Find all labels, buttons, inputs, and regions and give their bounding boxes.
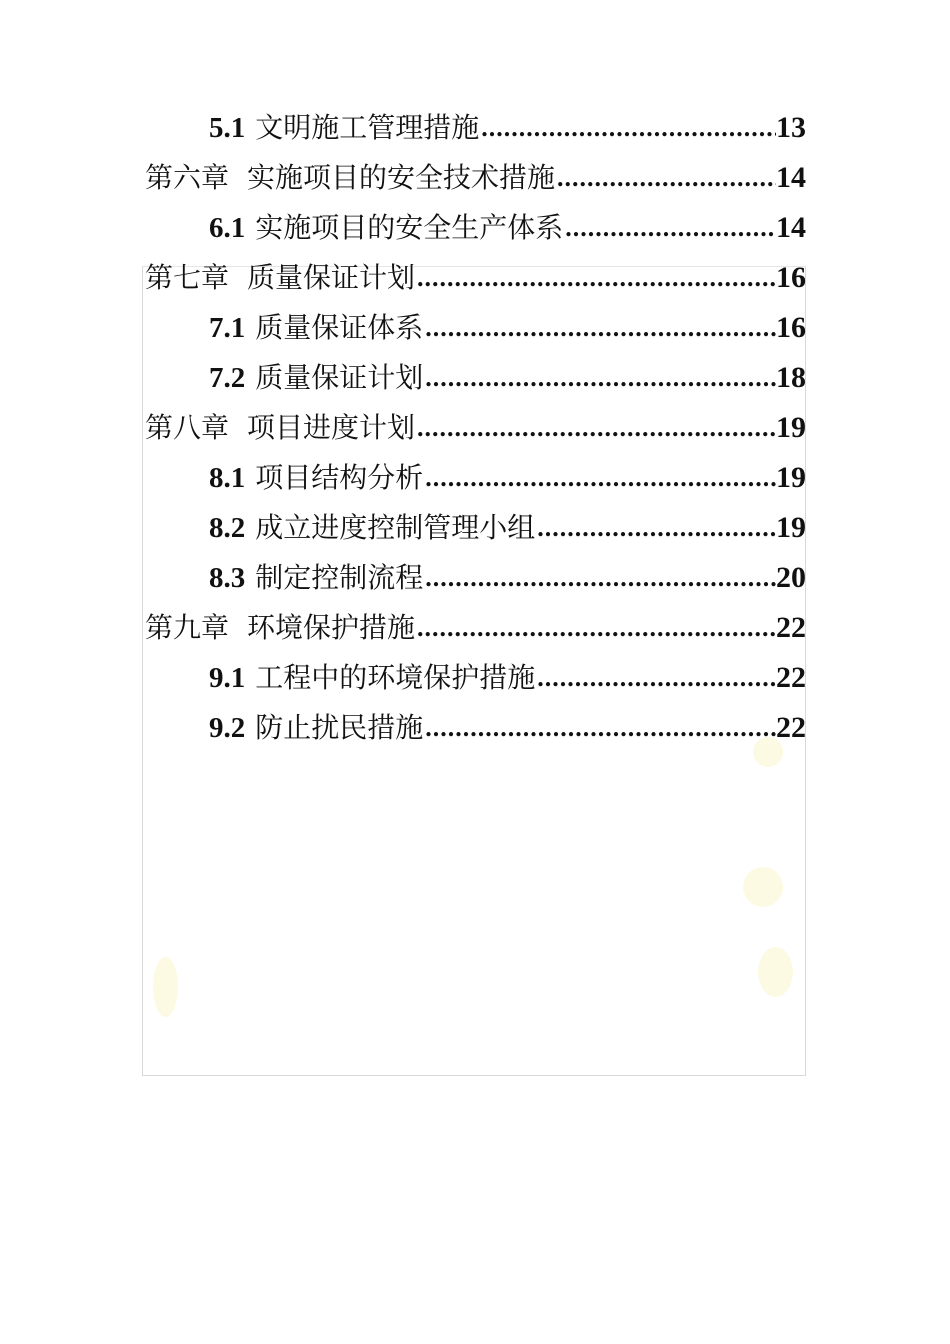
dot-leader (425, 708, 776, 748)
toc-entry[interactable] (209, 358, 806, 398)
toc-entry-page: 16 (776, 261, 806, 294)
dot-leader (425, 358, 776, 398)
toc-entry-number: 9.2 (209, 712, 246, 744)
toc-entry-title: 质量保证计划 (247, 261, 416, 294)
toc-entry-title: 项目结构分析 (255, 461, 424, 494)
toc-entry[interactable] (209, 458, 806, 498)
dot-leader (481, 108, 776, 148)
toc-entry[interactable] (209, 208, 806, 248)
toc-entry-page: 22 (776, 661, 806, 694)
toc-entry-number: 8.1 (209, 462, 246, 494)
toc-entry-title: 实施项目的安全生产体系 (255, 211, 564, 244)
toc-entry-page: 22 (776, 711, 806, 744)
toc-entry-title: 成立进度控制管理小组 (255, 511, 536, 544)
toc-entry-page: 19 (776, 461, 806, 494)
toc-entry[interactable] (209, 508, 806, 548)
toc-entry-page: 14 (776, 211, 806, 244)
toc-entry-page: 14 (776, 161, 806, 194)
toc-entry[interactable] (145, 608, 806, 648)
toc-entry-title: 文明施工管理措施 (255, 111, 480, 144)
toc-entry-number: 第六章 (145, 161, 230, 194)
dot-leader (417, 608, 776, 648)
toc-entry-page: 22 (776, 611, 806, 644)
toc-entry[interactable] (145, 408, 806, 448)
toc-entry[interactable] (209, 108, 806, 148)
dot-leader (417, 258, 776, 298)
toc-entry-page: 18 (776, 361, 806, 394)
toc-entry-title: 环境保护措施 (247, 611, 416, 644)
watermark-blot (153, 957, 178, 1017)
toc-entry-title: 质量保证体系 (255, 311, 424, 344)
toc-entry-number: 6.1 (209, 212, 246, 244)
toc-entry-number: 7.2 (209, 362, 246, 394)
dot-leader (425, 458, 776, 498)
toc-entry-page: 20 (776, 561, 806, 594)
watermark-blot (743, 867, 783, 907)
toc-entry[interactable] (209, 708, 806, 748)
toc-entry[interactable] (209, 558, 806, 598)
dot-leader (425, 308, 776, 348)
toc-entry-page: 19 (776, 511, 806, 544)
toc-entry-number: 8.2 (209, 512, 246, 544)
toc-entry-title: 制定控制流程 (255, 561, 424, 594)
dot-leader (565, 208, 776, 248)
toc-entry-number: 第七章 (145, 261, 230, 294)
toc-entry-number: 9.1 (209, 662, 246, 694)
toc-entry[interactable] (209, 658, 806, 698)
toc-entry-title: 防止扰民措施 (255, 711, 424, 744)
toc-entry-title: 工程中的环境保护措施 (255, 661, 536, 694)
toc-entry[interactable] (145, 258, 806, 298)
watermark-blot (758, 947, 793, 997)
toc-entry-page: 19 (776, 411, 806, 444)
toc-entry-title: 项目进度计划 (247, 411, 416, 444)
toc-entry-number: 5.1 (209, 112, 246, 144)
toc-entry-title: 质量保证计划 (255, 361, 424, 394)
toc-entry-number: 7.1 (209, 312, 246, 344)
toc-entry-number: 第九章 (145, 611, 230, 644)
toc-entry-number: 8.3 (209, 562, 246, 594)
toc-entry-page: 13 (776, 111, 806, 144)
toc-entry-title: 实施项目的安全技术措施 (247, 161, 556, 194)
dot-leader (417, 408, 776, 448)
toc-entry[interactable] (209, 308, 806, 348)
toc-entry-number: 第八章 (145, 411, 230, 444)
toc-entry-page: 16 (776, 311, 806, 344)
dot-leader (537, 508, 776, 548)
toc-entry[interactable] (145, 158, 806, 198)
dot-leader (537, 658, 776, 698)
dot-leader (557, 158, 776, 198)
dot-leader (425, 558, 776, 598)
